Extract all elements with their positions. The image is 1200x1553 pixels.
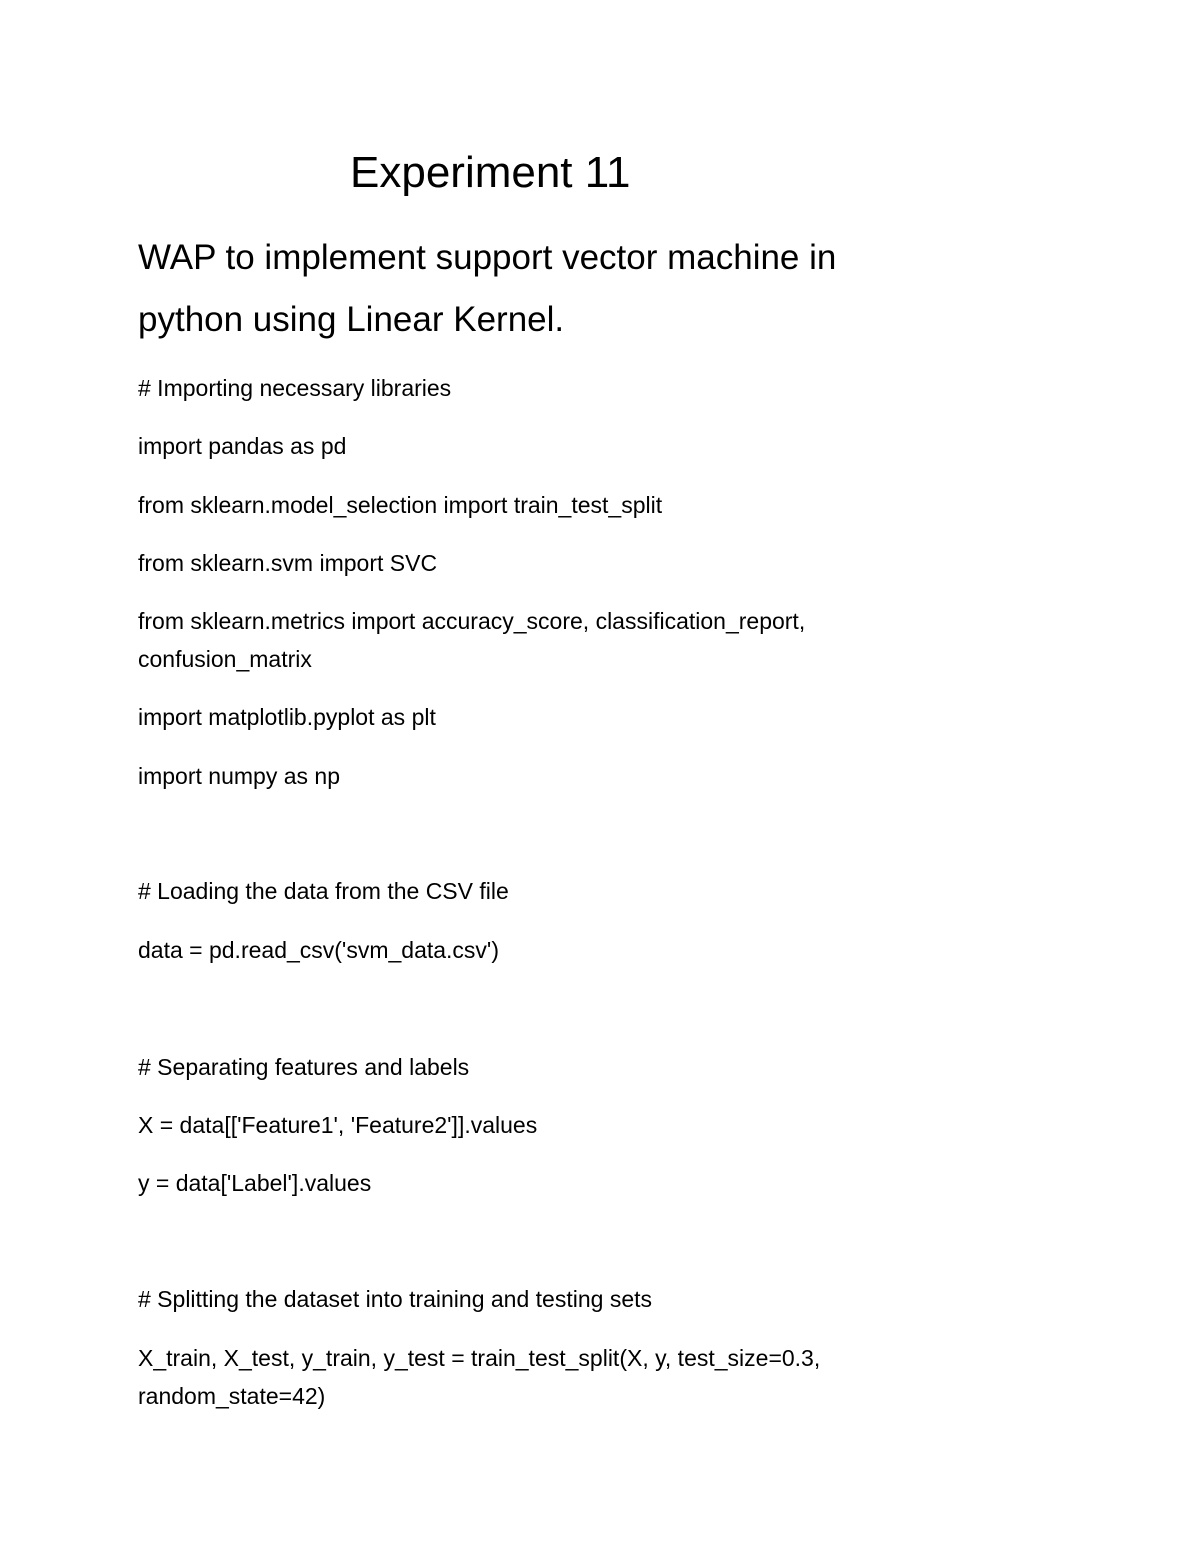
code-line: import pandas as pd: [138, 433, 347, 459]
code-line: X_train, X_test, y_train, y_test = train_test_split(X, y, test_size=0.3,: [138, 1345, 821, 1371]
code-comment: # Loading the data from the CSV file: [138, 878, 509, 904]
code-line: y = data['Label'].values: [138, 1170, 372, 1196]
code-comment: # Separating features and labels: [138, 1054, 470, 1080]
document-title: Experiment 11: [350, 148, 631, 197]
code-line: from sklearn.model_selection import train_test_split: [138, 492, 663, 518]
code-line: random_state=42): [138, 1383, 326, 1409]
code-comment: # Splitting the dataset into training and testing sets: [138, 1286, 652, 1312]
code-line: from sklearn.svm import SVC: [138, 550, 438, 576]
code-line: import matplotlib.pyplot as plt: [138, 704, 436, 730]
task-heading-line-1: WAP to implement support vector machine in: [138, 238, 837, 277]
code-line: data = pd.read_csv('svm_data.csv'): [138, 937, 499, 963]
code-line: X = data[['Feature1', 'Feature2']].values: [138, 1112, 538, 1138]
code-line: from sklearn.metrics import accuracy_score, classification_report,: [138, 608, 806, 634]
code-comment: # Importing necessary libraries: [138, 375, 452, 401]
code-line: import numpy as np: [138, 763, 340, 789]
code-line: confusion_matrix: [138, 646, 312, 672]
task-heading-line-2: python using Linear Kernel.: [138, 300, 565, 339]
